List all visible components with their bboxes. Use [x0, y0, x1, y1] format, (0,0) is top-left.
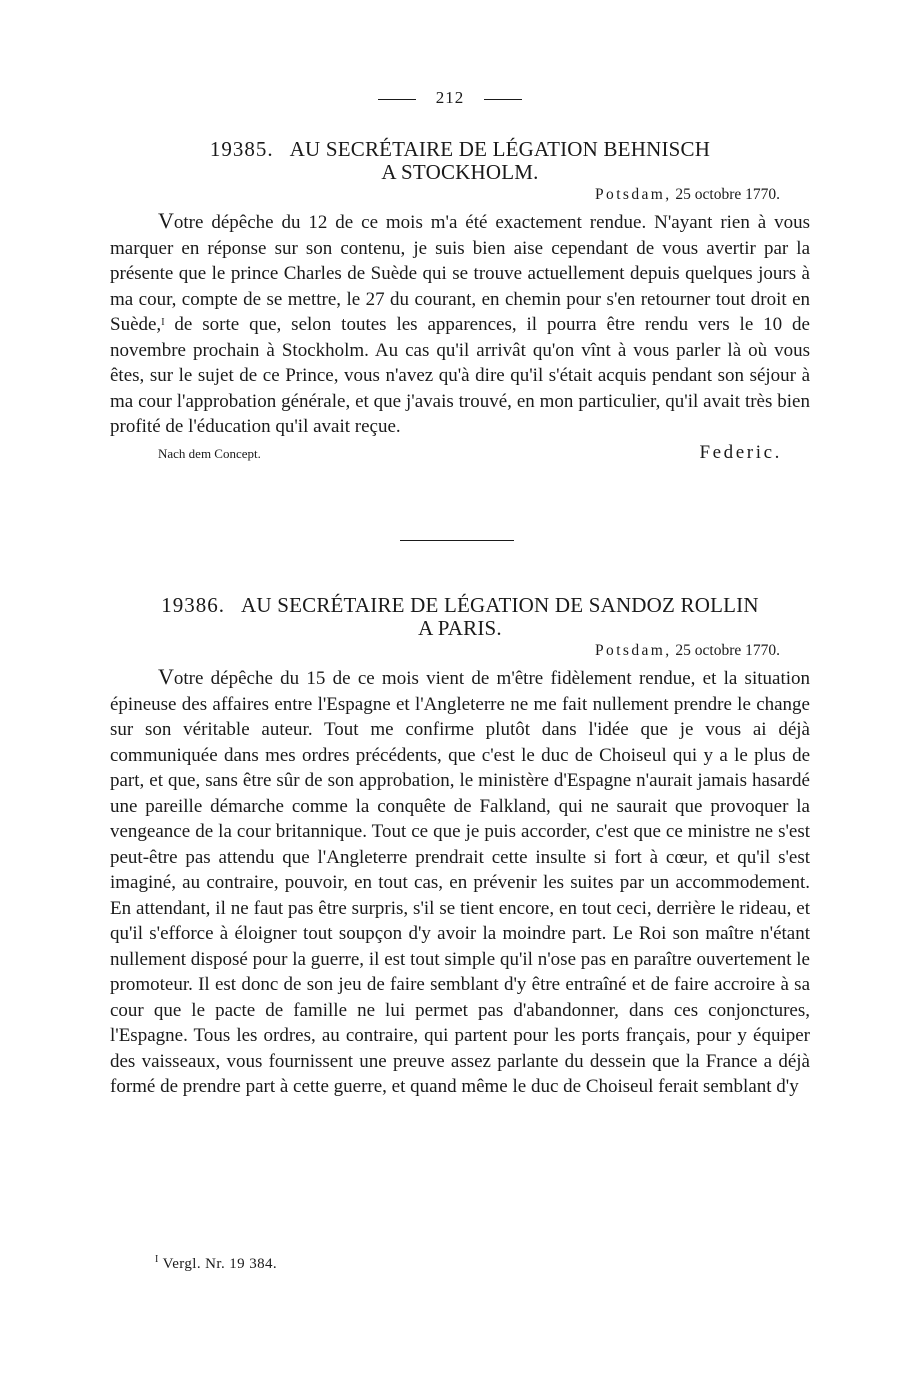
section-divider — [400, 540, 514, 541]
letter-dateline — [110, 186, 810, 204]
letter-body — [110, 208, 810, 440]
footnote-text: Vergl. Nr. 19 384. — [162, 1256, 278, 1272]
footnote-marker: I — [155, 1254, 159, 1265]
letter-recipient: AU SECRÉTAIRE DE LÉGATION DE SANDOZ ROLLIN — [241, 593, 759, 617]
letter-date: 25 octobre 1770. — [675, 186, 780, 203]
letter-initial: V — [158, 208, 174, 233]
letter-number: 19385. — [209, 137, 274, 161]
letter-place: Potsdam, — [595, 642, 672, 659]
letter-heading — [110, 594, 810, 640]
letter-date: 25 octobre 1770. — [675, 642, 780, 659]
letter-text: otre dépêche du 15 de ce mois vient de m'être fidèlement rendue, et la situation épineuse des affaires entre l'Espagne et l'Angleterre ne me fait nullement prendre le change sur son véritable auteur. Tout me confirme plutôt dans l'idée que je vous ai déjà communiquée dans mes ordres précédents, que c'est le duc de Choiseul qui y a le plus de part, et que, sans être sûr de son approbation, le ministère d'Espagne n'aurait jamais hasardé une pareille démarche comme la conquête de Falkland, qui ne saurait que provoquer la vengeance de la cour britannique. Tout ce que je puis accorder, c'est que ce ministre ne s'est peut-être pas attendu que l'Angleterre prendrait cette insulte si fort à cœur, et qu'il s'est imaginé, au contraire, pouvoir, en tout cas, en prévenir les suites par un accommodement. En attendant, il ne faut pas être surpris, s'il se tient encore, en tout ceci, derrière le rideau, et qu'il s'efforce à éloigner tout soupçon d'y avoir la moindre part. Le Roi son maître n'étant nullement disposé pour la guerre, il est tout simple qu'il n'ose pas en paraître ouvertement le promoteur. Il est donc de son jeu de faire semblant d'y être entraîné et de faire accroire à sa cour que le pacte de famille ne lui permet pas d'abandonner, dans ces conjonctures, l'Espagne. Tous les ordres, au contraire, qui partent pour les ports français, pour y équiper des vaisseaux, vous fournissent une preuve assez parlante du dessein que la France a déjà formé de prendre part à cette guerre, et quand même le duc de Choiseul ferait semblant d'y — [110, 668, 810, 1097]
header-rule-right — [484, 99, 522, 100]
letter-text-part1: otre dépêche du 12 de ce mois m'a été exactement rendue. N'ayant rien à vous marquer en réponse sur son contenu, je suis bien aise cependant de vous avertir par la présente que le prince Charles de Suède qui se trouve actuellement depuis quelques jours à ma cour, compte de se mettre, le 27 du courant, en chemin pour s'en retourner tout droit en Suède, — [110, 212, 810, 335]
letter-destination: A PARIS. — [418, 616, 502, 640]
footnote-reference: I — [161, 317, 165, 328]
letter-place: Potsdam, — [595, 186, 672, 203]
letter-signature: Federic. — [699, 441, 782, 463]
page-header — [0, 88, 900, 108]
letter-closing — [110, 442, 810, 464]
letter-destination: A STOCKHOLM. — [381, 160, 539, 184]
letter-19386 — [110, 594, 810, 1100]
header-rule-left — [378, 99, 416, 100]
letter-body — [110, 664, 810, 1100]
letter-heading — [110, 138, 810, 184]
page-number: 212 — [435, 88, 465, 107]
letter-recipient: AU SECRÉTAIRE DE LÉGATION BEHNISCH — [289, 137, 711, 161]
letter-19385 — [110, 138, 810, 464]
footnote — [155, 1256, 277, 1273]
letter-number: 19386. — [161, 593, 226, 617]
letter-text-part2: de sorte que, selon toutes les apparences, il pourra être rendu vers le 10 de novembre prochain à Stockholm. Au cas qu'il arrivât qu'on vînt à vous parler là où vous êtes, sur le sujet de ce Prince, vous n'avez qu'à dire qu'il s'était acquis pendant son séjour à ma cour l'approbation générale, et que j'avais trouvé, en mon particulier, qu'il avait très bien profité de l'éducation qu'il avait reçue. — [110, 314, 810, 437]
letter-dateline — [110, 642, 810, 660]
letter-source: Nach dem Concept. — [158, 445, 261, 461]
letter-initial: V — [158, 664, 174, 689]
